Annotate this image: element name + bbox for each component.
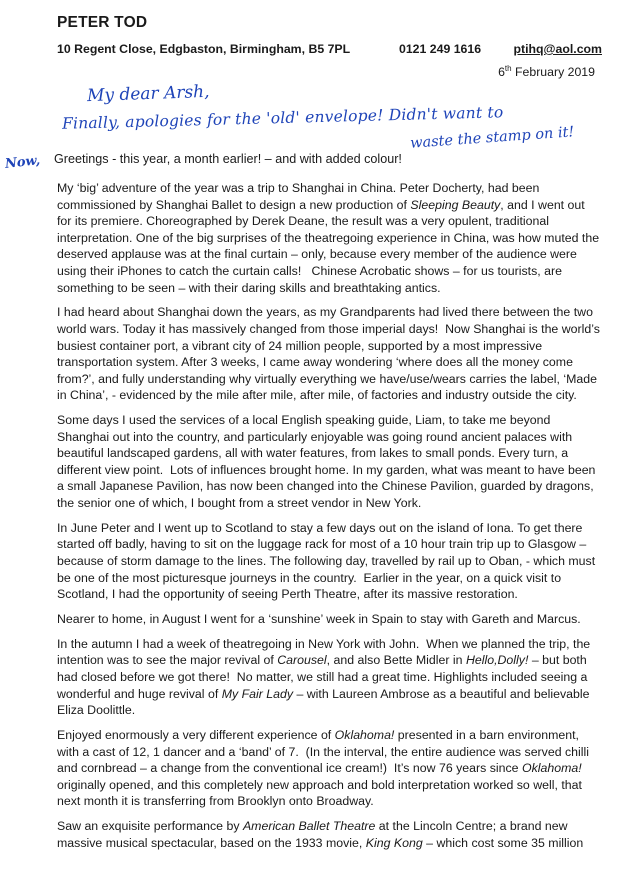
sender-name: PETER TOD bbox=[57, 14, 148, 31]
italic-title: Carousel bbox=[277, 653, 327, 668]
handwritten-apology-line: Finally, apologies for the 'old' envelope! Didn't want to bbox=[61, 103, 504, 133]
italic-title: King Kong bbox=[365, 835, 423, 850]
date-day-suffix: th bbox=[504, 64, 512, 73]
paragraph-text: I had heard about Shanghai down the years, as my Grandparents had lived there between the two world wars. Today it has massively changed from those imperial days! Now Shanghai is the world’s busiest container port, a vibrant city of 24 million people, supported by a most impressive transportation system. After 3 weeks, I came away wondering ‘where does all the money come from?’, and fully understanding why virtually everything we have/use/wears carries the label, ‘Made in China’, - evidenced by the mile after mile, after mile, of factories and industry outside the city. bbox=[57, 305, 600, 403]
handwritten-salutation: My dear Arsh, bbox=[86, 81, 210, 107]
greeting-line: Greetings - this year, a month earlier! – and with added colour! bbox=[54, 152, 402, 166]
paragraph-text: In the autumn I had a week of theatregoing in New York with John. When we planned the trip, the intention was to see the major revival of bbox=[57, 636, 591, 668]
paragraph-text: at the Lincoln Centre; a brand new massive musical spectacular, based on the 1933 movie, bbox=[57, 819, 568, 850]
body-paragraph bbox=[57, 636, 602, 719]
paragraph-text: originally opened, and this completely new approach and bold interpretation worked so well, that next month it is transferring from Brooklyn onto Broadway. bbox=[57, 777, 582, 809]
sender-address: 10 Regent Close, Edgbaston, Birmingham, B5 7PL bbox=[57, 42, 351, 56]
paragraph-text: Enjoyed enormously a very different experience of bbox=[57, 727, 335, 742]
italic-title: Sleeping Beauty bbox=[410, 197, 501, 212]
body-paragraph bbox=[57, 180, 602, 296]
paragraph-text: My ‘big’ adventure of the year was a trip to Shanghai in China. Peter Docherty, had been commissioned by Shanghai Ballet to design a new production of bbox=[57, 181, 540, 212]
italic-title: Oklahoma! bbox=[334, 727, 395, 742]
date-month-year: February 2019 bbox=[511, 65, 595, 80]
paragraph-text: Saw an exquisite performance by bbox=[57, 819, 243, 834]
italic-title: Hello,Dolly! bbox=[465, 653, 529, 668]
paragraph-text: Nearer to home, in August I went for a ‘sunshine’ week in Spain to stay with Gareth and Marcus. bbox=[57, 612, 581, 626]
paragraph-text: In June Peter and I went up to Scotland to stay a few days out on the island of Iona. To get there started off badly, having to sit on the luggage rack for most of a 10 hour train trip up to Glasgow – because of storm damage to the lines. The following day, travelled by rail up to Oban, - which must be one of the most picturesque journeys in the country. Earlier in the year, on a quick visit to Scotland, I had the opportunity of seeing Perth Theatre, after its massive restoration. bbox=[57, 520, 596, 602]
date-day: 6 bbox=[498, 65, 505, 80]
paragraph-text: Some days I used the services of a local English speaking guide, Liam, to take me beyond Shanghai out into the country, and particularly enjoyable was going round ancient palaces with beautiful landscaped gardens, all with water features, from lakes to small ponds. Every turn, a different view point. Lots of influences brought home. In my garden, what was meant to have been a small Japanese Pavilion, has now been changed into the Chinese Pavilion, guarded by dragons, the senior one of which, I bought from a street vendor in New York. bbox=[57, 413, 596, 511]
body-paragraph bbox=[57, 611, 602, 628]
paragraph-text: , and also Bette Midler in bbox=[326, 653, 466, 668]
body-paragraph bbox=[57, 520, 602, 603]
sender-email: ptihq@aol.com bbox=[513, 42, 602, 56]
italic-title: American Ballet Theatre bbox=[242, 819, 376, 834]
handwritten-margin-note: Now, bbox=[4, 153, 41, 172]
paragraph-text: , and I went out for its premiere. Choreographed by Derek Deane, the result was a very opulent, traditional interpretation. One of the big surprises of the theatregoing experience in China, was how muted the deserved applause was at the final curtain – only, because every member of the audience were using their iPhones to catch the curtain calls! Chinese Acrobatic shows – for us tourists, are something to be seen – with their daring skills and breathtaking antics. bbox=[57, 197, 600, 295]
body-paragraph bbox=[57, 412, 602, 512]
italic-title: My Fair Lady bbox=[221, 686, 294, 701]
italic-title: Oklahoma! bbox=[521, 761, 582, 776]
body-paragraph bbox=[57, 818, 602, 851]
paragraph-text: presented in a barn environment, with a cast of 12, 1 dancer and a ‘band’ of 7. (In the interval, the entire audience was served chilli and cornbread – a change from the conventional ice cream!) It’s now 76 years since bbox=[57, 727, 590, 776]
sender-phone: 0121 249 1616 bbox=[399, 42, 482, 56]
letter-date bbox=[498, 64, 595, 79]
body-paragraph bbox=[57, 727, 602, 810]
letter-body bbox=[57, 180, 602, 859]
handwritten-apology-continuation: waste the stamp on it! bbox=[409, 124, 575, 152]
paragraph-text: – with Laureen Ambrose as a beautiful and believable Eliza Doolittle. bbox=[57, 686, 590, 718]
paragraph-text: – which cost some 35 million bbox=[422, 835, 584, 850]
paragraph-text: – but both had closed before we got there! No matter, we still had a great time. Highlights included seeing a wonderful and huge revival of bbox=[57, 653, 588, 701]
body-paragraph bbox=[57, 304, 602, 404]
